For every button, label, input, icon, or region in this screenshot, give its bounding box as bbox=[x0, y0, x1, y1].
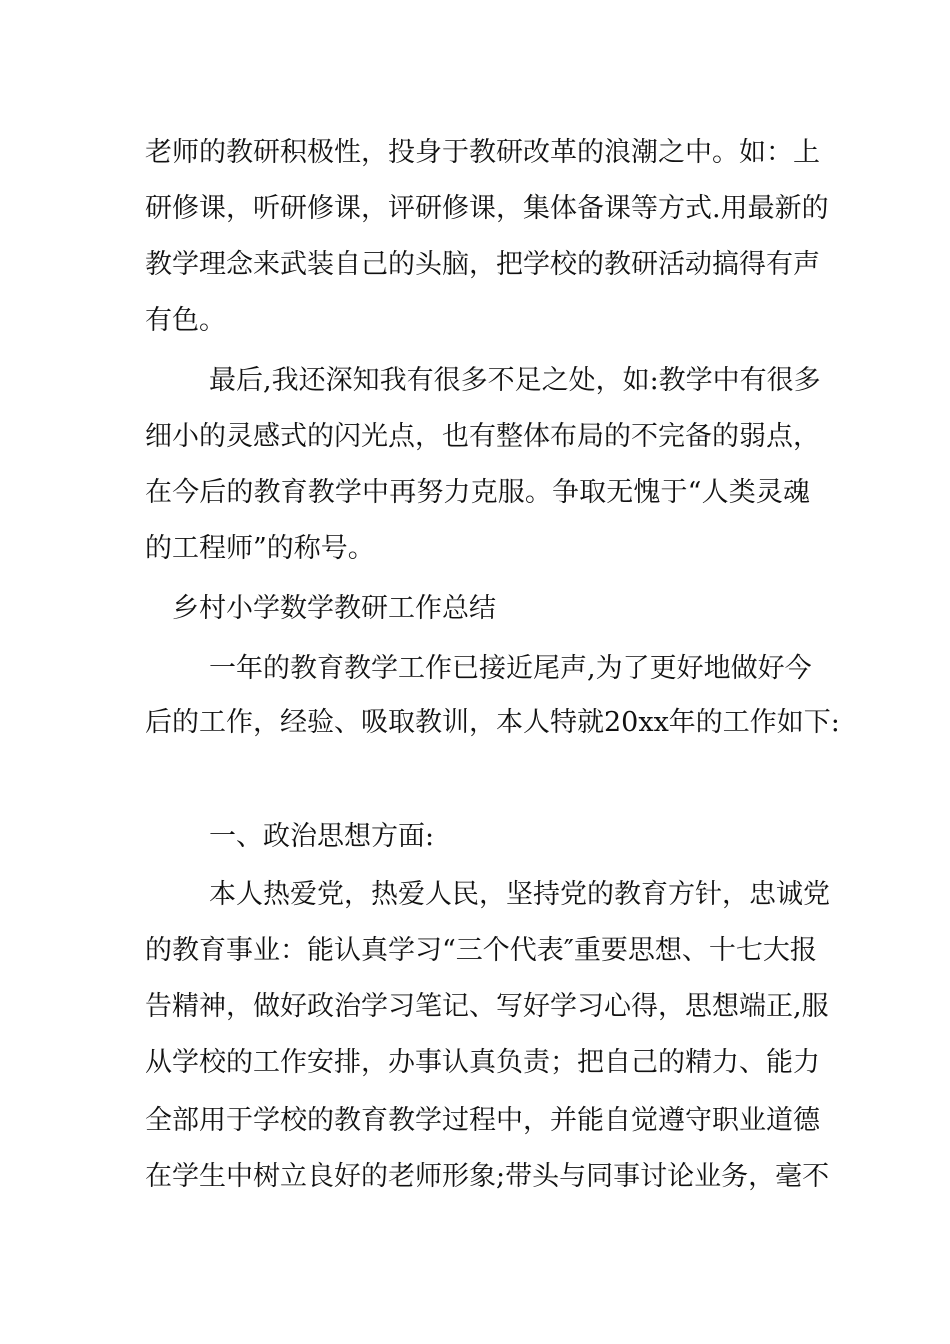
text-line: 教学理念来武装自己的头脑，把学校的教研活动搞得有声 bbox=[145, 249, 820, 280]
text-line: 在今后的教育教学中再努力克服。争取无愧于“人类灵魂 bbox=[145, 477, 810, 508]
section-title: 乡村小学数学教研工作总结 bbox=[172, 593, 496, 624]
text-line: 的教育事业：能认真学习“三个代表″重要思想、十七大报 bbox=[145, 935, 817, 966]
text-line: 全部用于学校的教育教学过程中，并能自觉遵守职业道德 bbox=[145, 1105, 820, 1136]
text-line: 在学生中树立良好的老师形象;带头与同事讨论业务，毫不 bbox=[145, 1161, 830, 1192]
text-line: 告精神，做好政治学习笔记、写好学习心得，思想端正,服 bbox=[145, 991, 829, 1022]
text-line: 有色。 bbox=[145, 305, 226, 336]
text-line: 的工程师”的称号。 bbox=[145, 533, 375, 564]
text-line: 本人热爱党，热爱人民，坚持党的教育方针，忠诚党 bbox=[209, 879, 830, 910]
text-line: 研修课，听研修课，评研修课，集体备课等方式.用最新的 bbox=[145, 193, 829, 224]
section-subheading: 一、政治思想方面: bbox=[209, 821, 435, 852]
text-line: 后的工作，经验、吸取教训，本人特就20xx年的工作如下: bbox=[145, 707, 840, 738]
text-line: 从学校的工作安排，办事认真负责；把自己的精力、能力 bbox=[145, 1047, 820, 1078]
text-line: 最后,我还深知我有很多不足之处，如:教学中有很多 bbox=[209, 365, 821, 396]
text-line: 一年的教育教学工作已接近尾声,为了更好地做好今 bbox=[209, 653, 812, 684]
text-line: 细小的灵感式的闪光点，也有整体布局的不完备的弱点， bbox=[145, 421, 820, 452]
text-line: 老师的教研积极性，投身于教研改革的浪潮之中。如：上 bbox=[145, 137, 820, 168]
